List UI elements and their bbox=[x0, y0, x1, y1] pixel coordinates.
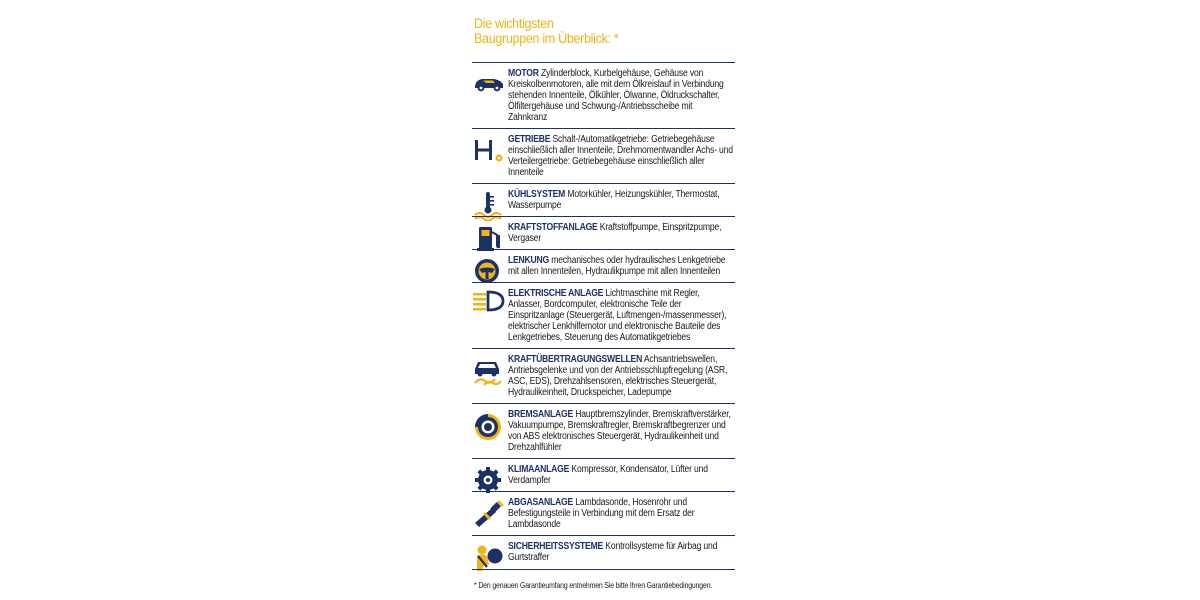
divider bbox=[472, 183, 735, 184]
gearshift-icon bbox=[472, 136, 506, 166]
group-description: Motorkühler, Heizungskühler, Thermostat, Wasserpumpe bbox=[508, 189, 720, 211]
divider bbox=[472, 249, 735, 250]
group-description: Hauptbremszylinder, Bremskraftverstärker, Vakuumpumpe, Bremskraftregler, Bremskraftbegrenzer und von ABS elektronisches Steuergerät, Hydraulikeinheit und Drehzahlfühler bbox=[508, 409, 731, 453]
divider bbox=[472, 216, 735, 217]
divider bbox=[472, 282, 735, 283]
group-description: Lichtmaschine mit Regler, Anlasser, Bordcomputer, elektronische Teile der Einspritzanlage (Steuergerät, Luftmengen-/massenmesser), elektrischer Lenkhilfemotor und elektronische Bauteile des Lenkgetriebes, Steuerung des Automatikgetriebes bbox=[508, 288, 727, 343]
group-text bbox=[508, 354, 733, 398]
group-description: Kompressor, Kondensator, Lüfter und Verdampfer bbox=[508, 464, 708, 486]
group-description: Achsantriebswellen, Antriebsgelenke und von der Antriebsschlupfregelung (ASR, ASC, EDS), Drehzahlsensoren, elektrisches Steuergerät, Hydraulikeinheit, Druckspeicher, Ladepumpe bbox=[508, 354, 728, 398]
title-line-1: Die wichtigsten bbox=[474, 16, 554, 31]
group-heading: GETRIEBE bbox=[508, 134, 551, 145]
group-text bbox=[508, 189, 733, 211]
group-description: Kontrollsysteme für Airbag und Gurtstraffer bbox=[508, 541, 718, 563]
group-text bbox=[508, 255, 733, 277]
group-heading: KÜHLSYSTEM bbox=[508, 189, 566, 200]
divider bbox=[472, 535, 735, 536]
group-text bbox=[508, 464, 733, 486]
page-title bbox=[474, 17, 618, 46]
traction-control-icon bbox=[472, 356, 506, 386]
group-description: Schalt-/Automatikgetriebe: Getriebegehäuse einschließlich aller Innenteile, Drehmomentwandler Achs- und Verteilergetriebe: Getriebegehäuse einschließlich aller Innenteile bbox=[508, 134, 733, 178]
warranty-component-list bbox=[472, 0, 736, 600]
group-text bbox=[508, 222, 733, 244]
exhaust-sensor-icon bbox=[472, 499, 506, 529]
group-heading: LENKUNG bbox=[508, 255, 550, 266]
group-text bbox=[508, 409, 733, 453]
group-text bbox=[508, 68, 733, 123]
group-description: Lambdasonde, Hosenrohr und Befestigungsteile in Verbindung mit dem Ersatz der Lambdasonde bbox=[508, 497, 695, 530]
group-heading: BREMSANLAGE bbox=[508, 409, 574, 420]
brake-disc-icon bbox=[472, 411, 506, 441]
group-text bbox=[508, 288, 733, 343]
title-line-2: Baugruppen im Überblick: * bbox=[474, 30, 619, 46]
group-heading: KLIMAANLAGE bbox=[508, 464, 570, 475]
divider bbox=[472, 569, 735, 570]
group-heading: KRAFTSTOFFANLAGE bbox=[508, 222, 598, 233]
headlight-icon bbox=[472, 290, 506, 320]
divider bbox=[472, 128, 735, 129]
group-text bbox=[508, 497, 733, 530]
divider bbox=[472, 62, 735, 63]
group-description: Zylinderblock, Kurbelgehäuse, Gehäuse von Kreiskolbenmotoren, alle mit dem Ölkreislauf in Verbindung stehenden Innenteile, Ölkühler, Ölwanne, Öldruckschalter, Ölfiltergehäuse und Schwung-/Antriebsscheibe mit Zahnkranz bbox=[508, 68, 724, 123]
group-heading: ABGASANLAGE bbox=[508, 497, 574, 508]
divider bbox=[472, 403, 735, 404]
divider bbox=[472, 348, 735, 349]
footnote: * Den genauen Garantieumfang entnehmen Sie bitte Ihren Garantiebedingungen. bbox=[474, 581, 713, 590]
divider bbox=[472, 458, 735, 459]
group-description: Kraftstoffpumpe, Einspritzpumpe, Vergaser bbox=[508, 222, 722, 244]
group-heading: KRAFTÜBERTRAGUNGSWELLEN bbox=[508, 354, 643, 365]
group-text bbox=[508, 134, 733, 178]
car-icon bbox=[472, 70, 506, 100]
divider bbox=[472, 491, 735, 492]
group-heading: ELEKTRISCHE ANLAGE bbox=[508, 288, 604, 299]
group-heading: MOTOR bbox=[508, 68, 539, 79]
group-heading: SICHERHEITSSYSTEME bbox=[508, 541, 604, 552]
group-description: mechanisches oder hydraulisches Lenkgetriebe mit allen Innenteilen, Hydraulikpumpe mit allen Innenteilen bbox=[508, 255, 726, 277]
group-text bbox=[508, 541, 733, 563]
